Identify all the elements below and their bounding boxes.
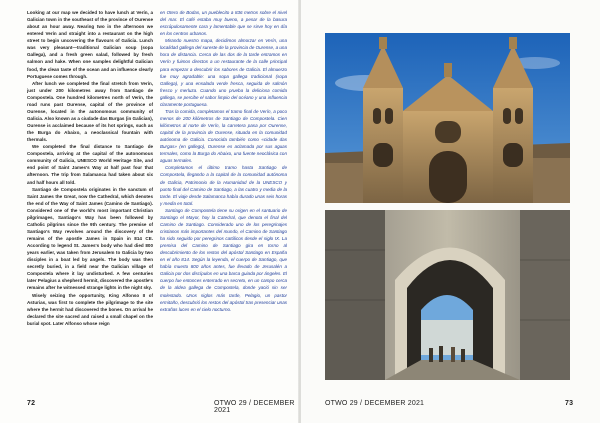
english-paragraph: Wisely seizing the opportunity, King Alfonso II of Asturias, was first to complete the pilgrimage to the site where the hermit had discovered the bones. On arrival he declared the site sacred and raised a small chapel on the burial spot. Later Alfonso whose reign xyxy=(27,292,153,326)
stone-archway-icon xyxy=(325,210,570,380)
spanish-paragraph: Mirando nuestro mapa, decidimos almorzar en Verín, una localidad gallega del sureste de la provincia de Ourense, a una hora de distancia. Cerca de las dos de la tarde entramos en Verín y fuimos directos a un restaurante de la calle principal para empezar a descubrir los sabores de Galicia. El almuerzo fue muy agradable: una sopa gallega tradicional (sopa Gallega), y una ensalada verde fresca, seguida de salmón fresco y merluza. Cuando uno prueba la deliciosa comida gallega, se percibe el sabor limpio del océano y una influencia claramente portuguesa. xyxy=(160,38,287,107)
stone-archway-photo xyxy=(325,210,570,380)
cathedral-facade-photo xyxy=(325,33,570,203)
english-paragraph: Santiago de Compostela originates in the sanctum of Saint James the Great, now the Cathedral, which denotes the end of the Way of Saint James (Camino de Santiago). Considered one of the world's most important Christian pilgrimages, Santiago's Way has been followed by Catholic pilgrims since the 9th century. The premise of Santiago's Way revolves around the discovery of the remains of the apostle James in Spain in 814 CE. According to legend St. James's body who had died 800 years earlier, was taken from Jerusalem to Galicia by two disciples in a boat led by angels. The body was then secretly buried, in a field near the Galician village of Compostela where it lay undisturbed. A few centuries later Pelagius a shepherd hermit, discovered the apostle's remains after he witnessed strange lights in the night sky. xyxy=(27,186,153,291)
page-number-right: 73 xyxy=(565,400,574,407)
spanish-paragraph: Completamos el último tramo hasta Santiago de Compostela, llegando a la capital de la comunidad autónoma de Galicia, Patrimonio de la Humanidad de la UNESCO y punto final del Camino de Santiago, a las cuatro y media de la tarde. El viaje desde Salamanca había durado unas seis horas y media en total. xyxy=(160,165,287,206)
page-number-left: 72 xyxy=(27,400,36,407)
spanish-text-column xyxy=(160,9,287,391)
magazine-issue-left: OTWO 29 / DECEMBER 2021 xyxy=(214,400,295,414)
spanish-paragraph: Santiago de Compostela tiene su origen en el santuario de Santiago el Mayor, hoy la Catedral, que denota el final del Camino de Santiago. Considerado uno de los peregrinajes cristianos más importantes del mundo, el Camino de Santiago ha sido seguido por peregrinos católicos desde el siglo IX. La premisa del Camino de Santiago gira en torno al descubrimiento de los restos del apóstol Santiago en España en el año 814. Según la leyenda, el cuerpo de Santiago, que había muerto 800 años antes, fue llevado de Jerusalén a Galicia por dos discípulos en una barca guiada por ángeles. El cuerpo fue entonces enterrado en secreto, en un campo cerca de la aldea gallega de Compostela, donde yació sin ser molestado. Unos siglos más tarde, Pelagio, un pastor ermitaño, descubrió los restos del apóstol tras presenciar unas extrañas luces en el cielo nocturno. xyxy=(160,207,287,312)
english-paragraph: After lunch we completed the final stretch from Verín, just under 200 kilometres away from Santiago de Compostela. One hundred kilometres north of Verín, the road runs past Ourense, capital of the province of Ourense, located in the autonomous community of Galicia. Also known as a ciudade das Burgas (in Galician), Ourense is acclaimed because of its hot springs, such as the Burga do Abaixo, a neoclassical fountain with thermals. xyxy=(27,80,153,143)
spanish-paragraph: en Otero de Bodas, un pueblecito a 836 metros sobre el nivel del mar. El café estaba muy bueno, a pesar de la basura escrúpulosamente cara y lamentable que se sirve hoy en día en los centros urbanos. xyxy=(160,10,287,37)
cathedral-facade-icon xyxy=(325,33,570,203)
english-paragraph: Looking at our map we decided to have lunch at Verín, a Galician town in the southeast of the province of Ourense about an hour away. Nearing two in the afternoon we entered Verín and straight into a restaurant on the high street to begin uncovering the flavours of Galicia. Lunch was very pleasant—traditional Galician soup (sopa Gallega), and a fresh green salad, followed by fresh salmon and hake. When one samples delightful Galician food, the clean taste of the ocean and an influence clearly Portuguese comes through. xyxy=(27,10,153,79)
english-paragraph: We completed the final distance to Santiago de Compostela, arriving at the capital of the autonomous community of Galicia, UNESCO World Heritage Site, and end point of Saint James's Way at half past four that afternoon. The trip from Salamanca had taken about six and half hours all told. xyxy=(27,144,153,185)
spanish-paragraph: Tras la comida, completamos el tramo final de Verín, a poco menos de 200 kilómetros de Santiago de Compostela. Cien kilómetros al norte de Verín, la carretera pasa por Ourense, capital de la provincia de Ourense, situada en la comunidad autónoma de Galicia. Conocida también como «cidade das Burgas» (en gallego), Ourense es aclamada por sus aguas termales, como la Burga do Abaixo, una fuente neoclásica con aguas termales. xyxy=(160,108,287,164)
english-text-column xyxy=(27,9,153,391)
magazine-issue-right: OTWO 29 / DECEMBER 2021 xyxy=(325,400,425,407)
left-page xyxy=(0,0,299,423)
